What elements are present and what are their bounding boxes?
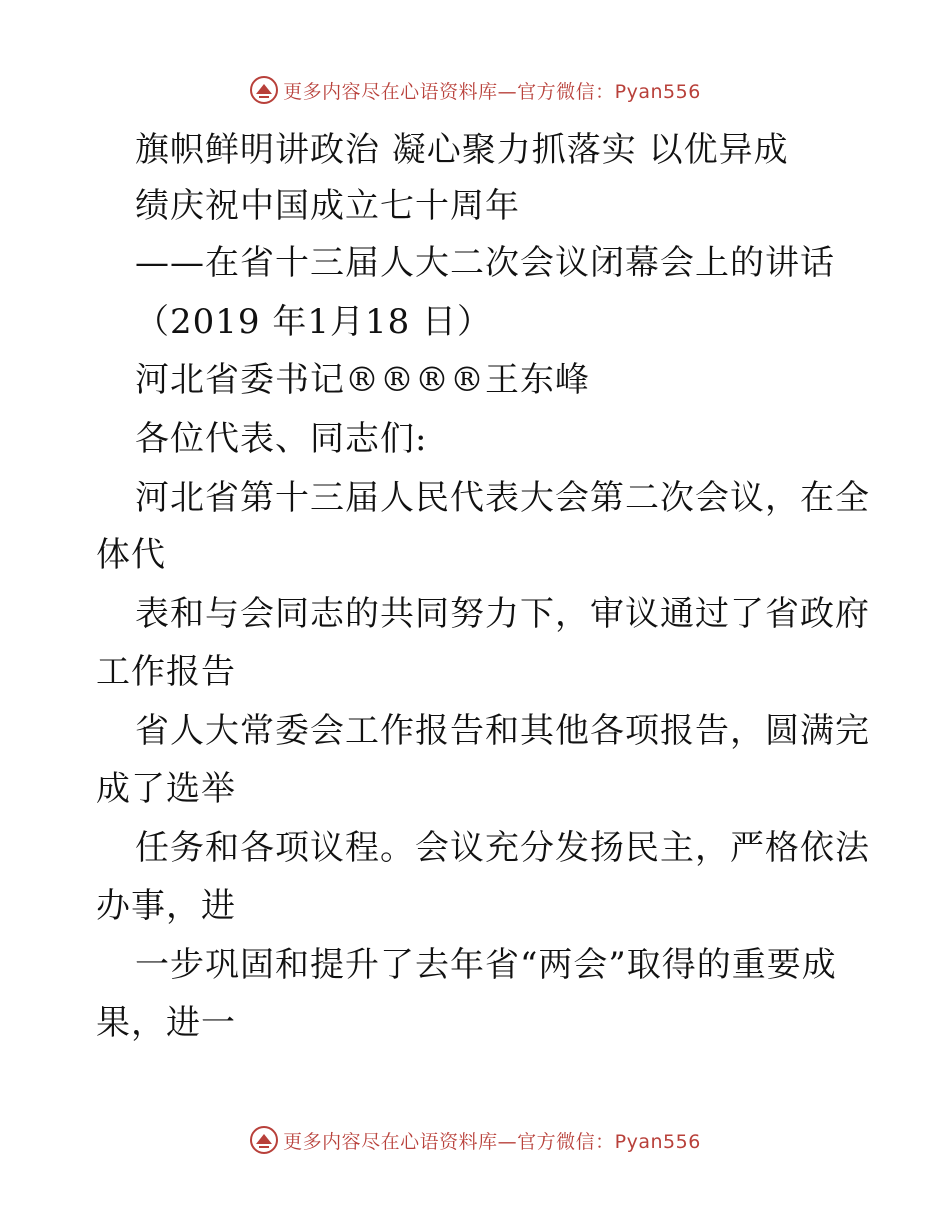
body-line: 河北省第十三届人民代表大会第二次会议，在全: [135, 478, 870, 518]
header-watermark-banner: [0, 70, 950, 110]
body-line: 一步巩固和提升了去年省“两会”取得的重要成: [135, 945, 837, 985]
date-line: （2019 年1月18 日）: [135, 302, 493, 342]
body-line: 成了选举: [96, 769, 236, 809]
title-line-2: 绩庆祝中国成立七十周年: [135, 186, 520, 226]
body-line: 体代: [96, 535, 166, 575]
author-line: 河北省委书记®®®®王东峰: [135, 360, 590, 400]
book-quill-icon: [249, 75, 279, 105]
body-line: 办事，进: [96, 886, 236, 926]
book-quill-icon: [249, 1125, 279, 1155]
watermark-text: 更多内容尽在心语资料库—官方微信：Pyan556: [283, 1130, 701, 1153]
subtitle: ——在省十三届人大二次会议闭幕会上的讲话: [135, 243, 835, 283]
greeting: 各位代表、同志们:: [135, 419, 428, 459]
body-line: 任务和各项议程。会议充分发扬民主，严格依法: [135, 828, 870, 868]
body-line: 省人大常委会工作报告和其他各项报告，圆满完: [135, 711, 870, 751]
body-line: 表和与会同志的共同努力下，审议通过了省政府: [135, 594, 870, 634]
title-line-1: 旗帜鲜明讲政治 凝心聚力抓落实 以优异成: [135, 130, 789, 170]
body-line: 工作报告: [96, 652, 236, 692]
watermark-text: 更多内容尽在心语资料库—官方微信：Pyan556: [283, 80, 701, 103]
body-line: 果，进一: [96, 1003, 236, 1043]
footer-watermark-banner: [0, 1120, 950, 1160]
